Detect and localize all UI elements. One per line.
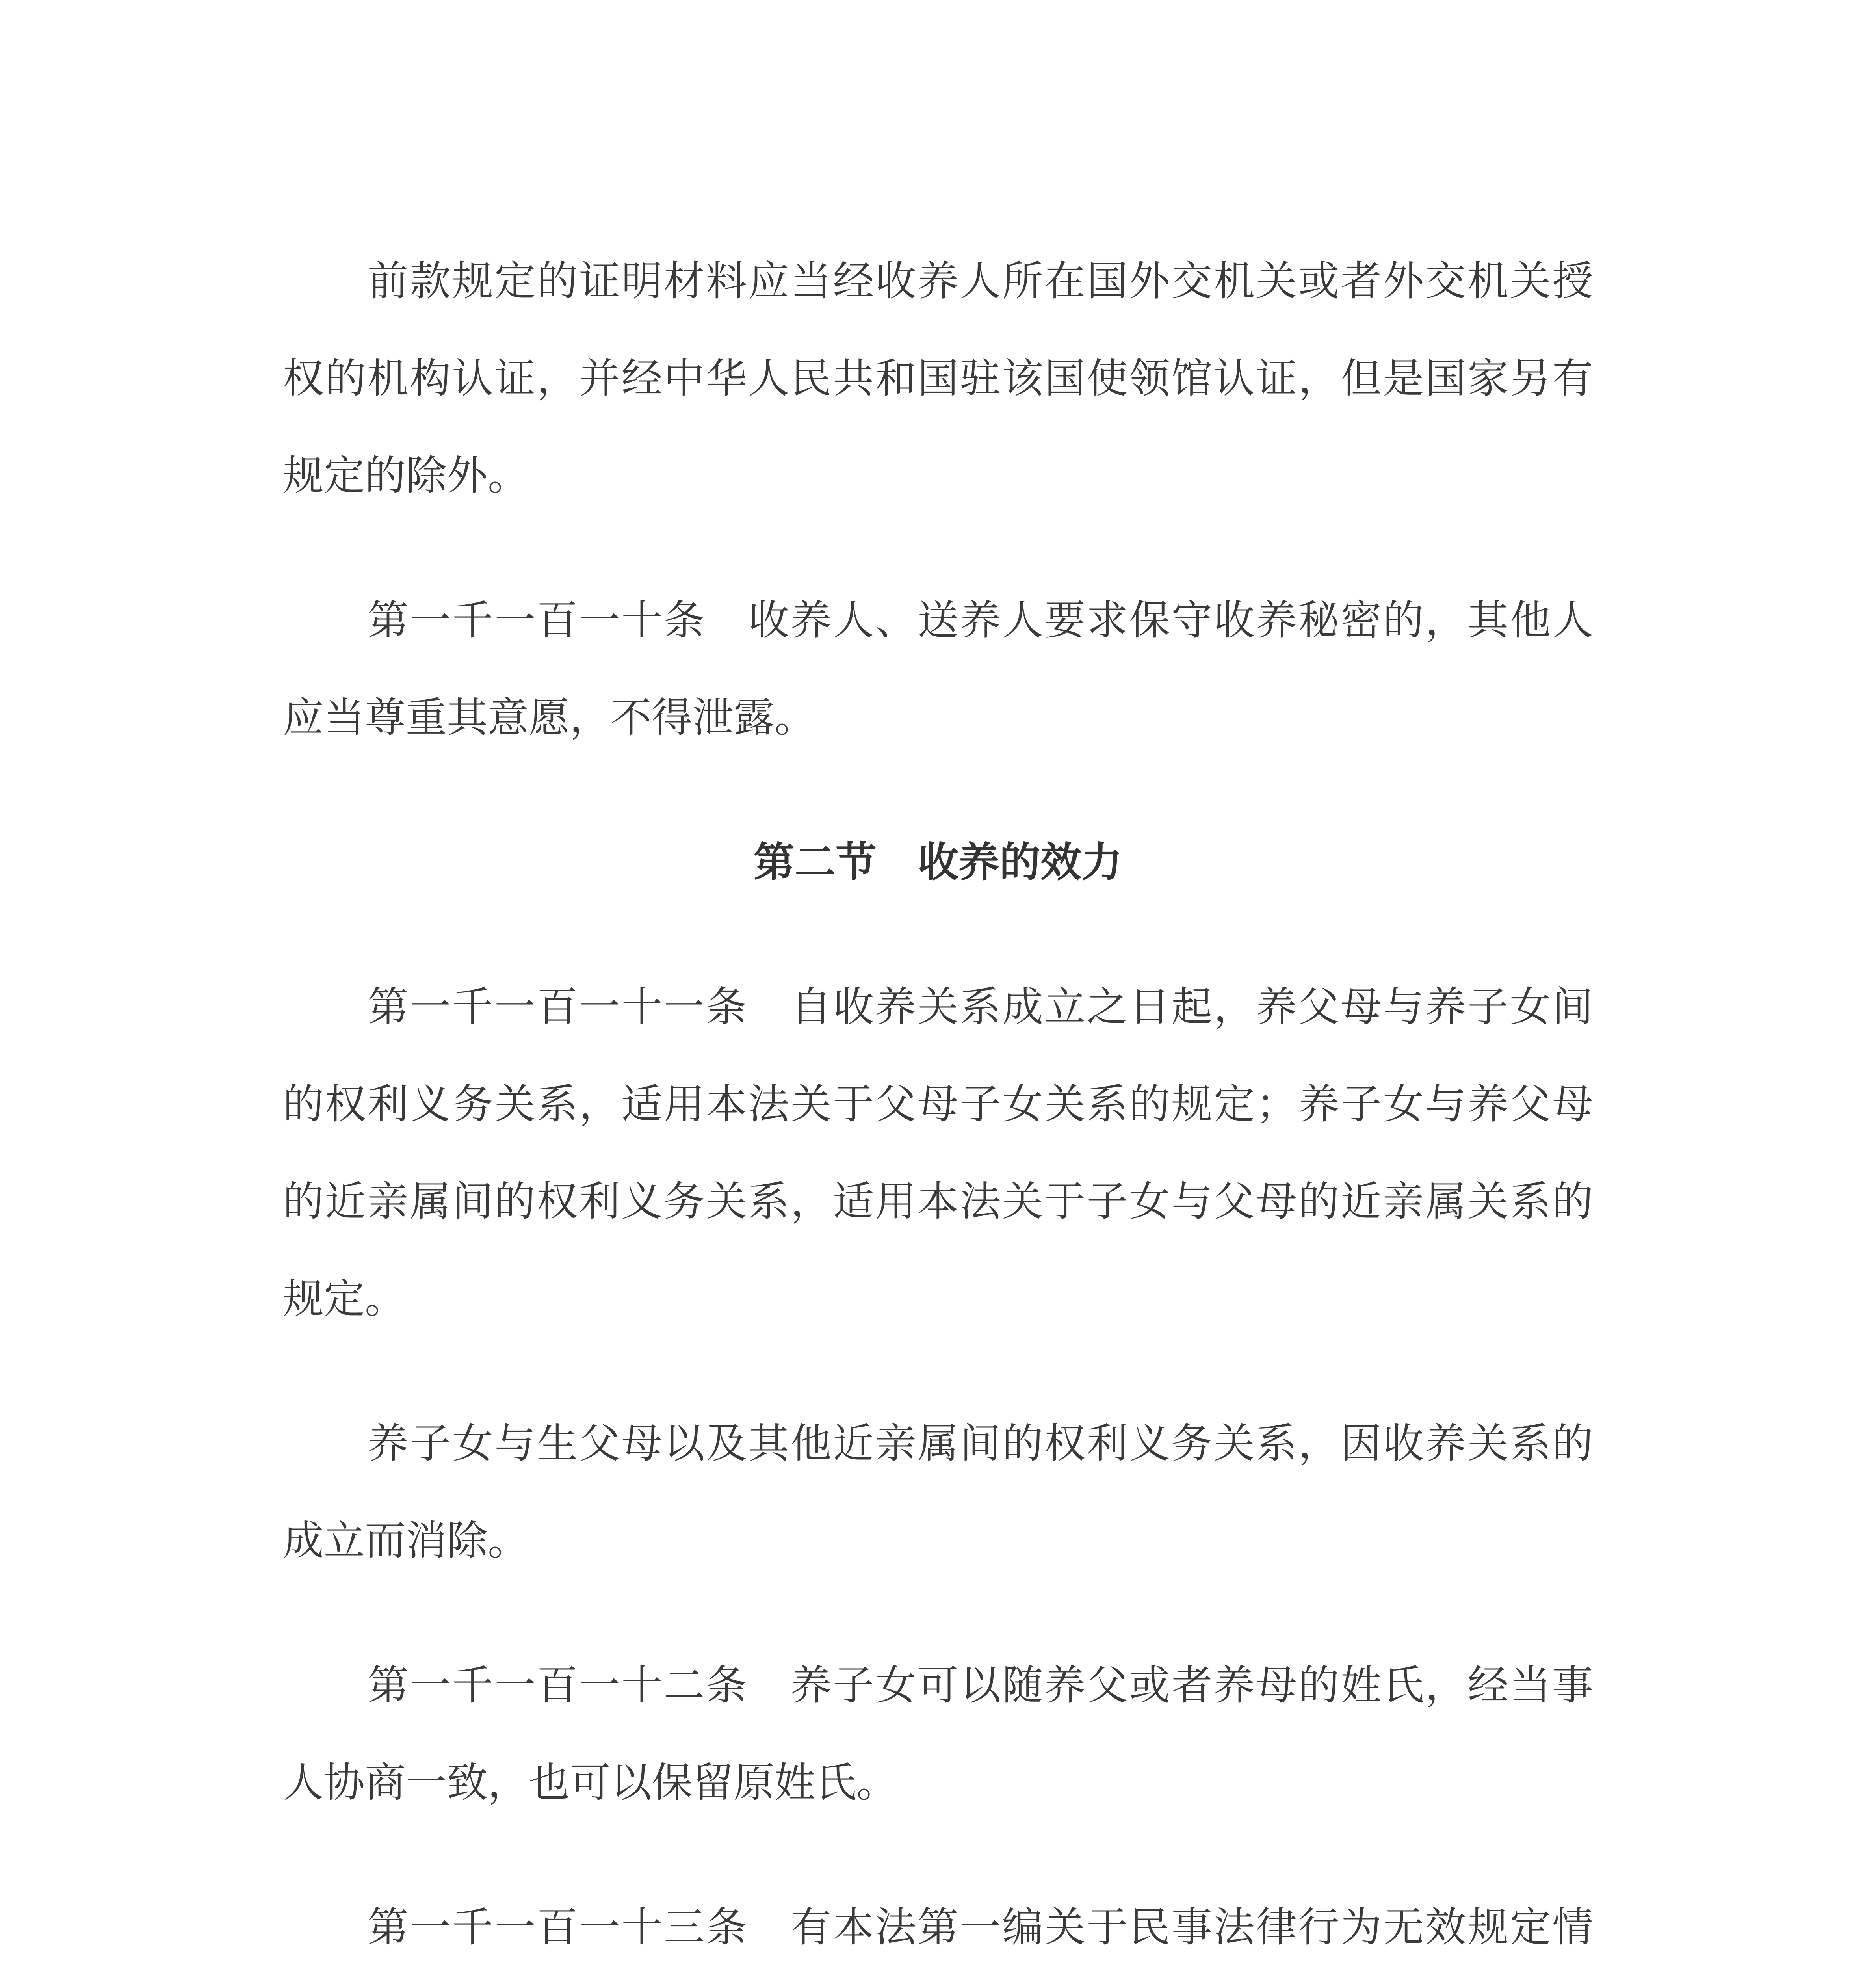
paragraph-article-1112: 第一千一百一十二条 养子女可以随养父或者养母的姓氏，经当事人协商一致，也可以保留原姓氏。 xyxy=(283,1661,1593,1806)
section-heading: 第二节 收养的效力 xyxy=(753,838,1122,886)
paragraph-article-1113: 第一千一百一十三条 有本法第一编关于民事法律行为无效规定情 xyxy=(368,1903,1593,1951)
paragraph-relations-eliminated: 养子女与生父母以及其他近亲属间的权利义务关系，因收养关系的成立而消除。 xyxy=(283,1419,1593,1565)
paragraph-article-1110: 第一千一百一十条 收养人、送养人要求保守收养秘密的，其他人应当尊重其意愿，不得泄露。 xyxy=(283,596,1593,742)
document-body xyxy=(283,232,1593,1970)
paragraph-article-1111: 第一千一百一十一条 自收养关系成立之日起，养父母与养子女间的权利义务关系，适用本法关于父母子女关系的规定；养子女与养父母的近亲属间的权利义务关系，适用本法关于子女与父母的近亲属关系的规定。 xyxy=(283,983,1593,1323)
paragraph-certification: 前款规定的证明材料应当经收养人所在国外交机关或者外交机关授权的机构认证，并经中华人民共和国驻该国使领馆认证，但是国家另有规定的除外。 xyxy=(283,257,1593,500)
